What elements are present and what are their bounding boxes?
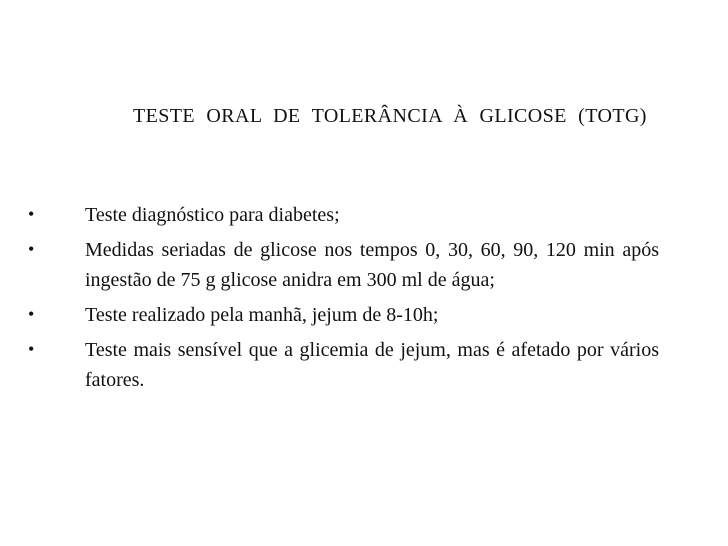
bullet-item	[0, 300, 659, 330]
bullet-text: Medidas seriadas de glicose nos tempos 0, 30, 60, 90, 120 min após ingestão de 75 g glicose anidra em 300 ml de água;	[85, 239, 659, 291]
bullet-dot-icon: •	[28, 339, 35, 359]
slide-title: TESTE ORAL DE TOLERÂNCIA À GLICOSE (TOTG)	[133, 105, 647, 127]
bullet-dot-icon: •	[28, 304, 35, 324]
bullet-text: Teste realizado pela manhã, jejum de 8-10h;	[85, 304, 439, 326]
bullet-list	[0, 200, 728, 395]
bullet-text: Teste diagnóstico para diabetes;	[85, 204, 340, 226]
bullet-item	[0, 200, 659, 230]
bullet-item	[0, 235, 659, 295]
bullet-text: Teste mais sensível que a glicemia de jejum, mas é afetado por vários fatores.	[85, 339, 659, 391]
bullet-item	[0, 335, 659, 395]
bullet-dot-icon: •	[28, 239, 35, 259]
bullet-dot-icon: •	[28, 204, 35, 224]
